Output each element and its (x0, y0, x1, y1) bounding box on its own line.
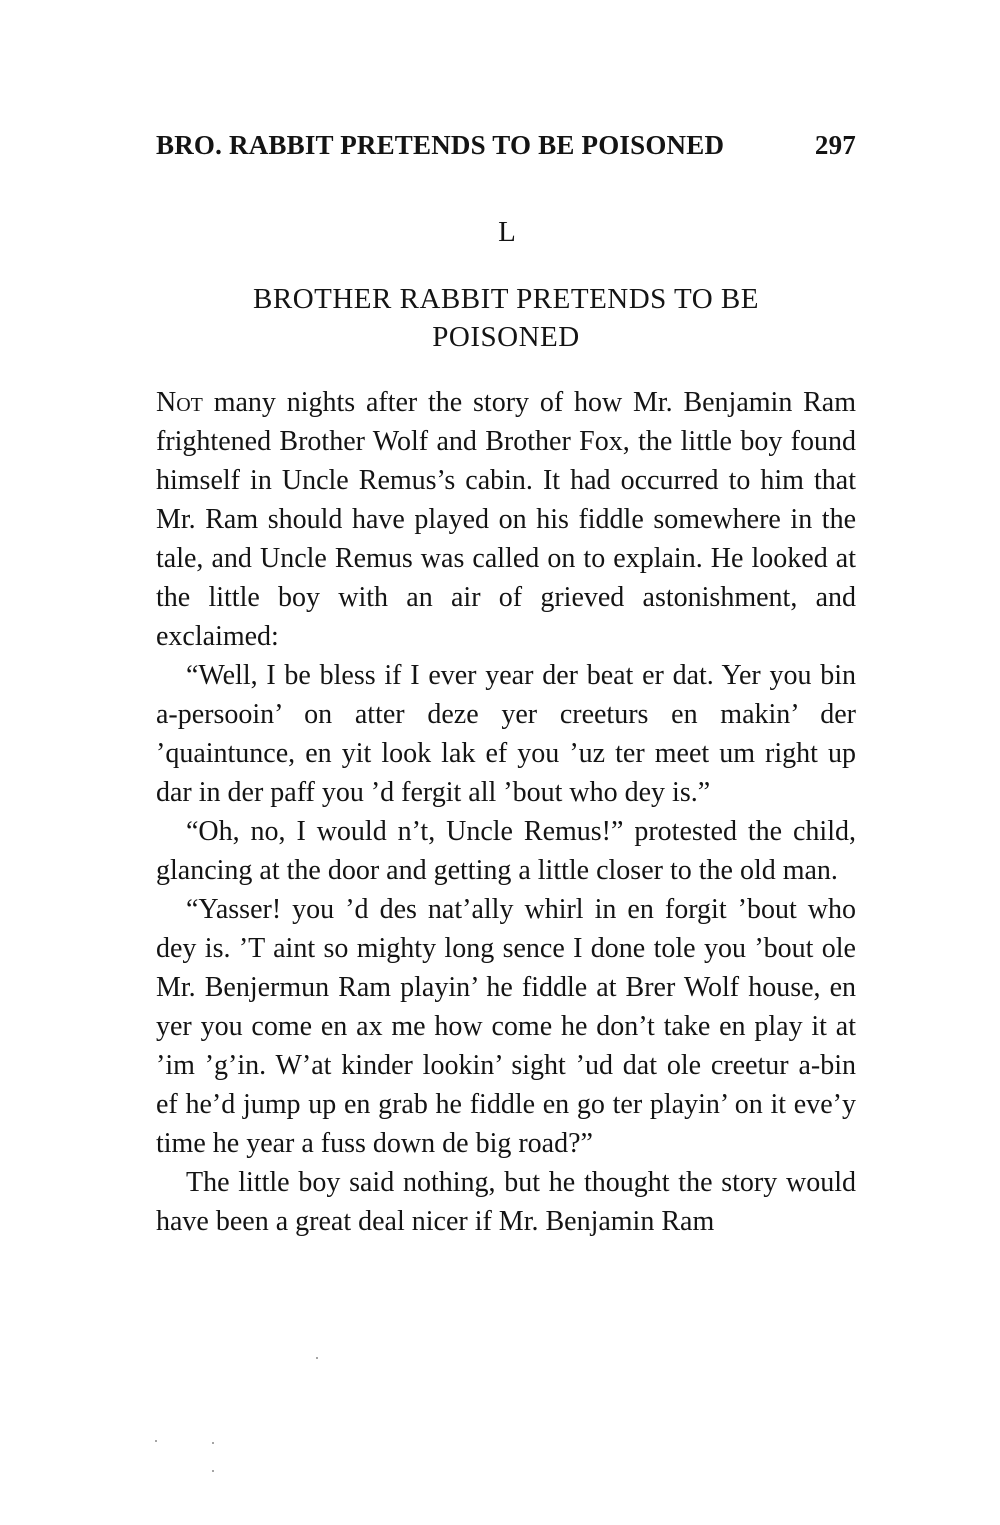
paragraph-4: “Yasser! you ’d des nat’ally whirl in en forgit ’bout who dey is. ’T aint so mighty long sence I done tole you ’bout ole Mr. Benjermun Ram playin’ he fiddle at Brer Wolf house, en yer you come en ax me how come he don’t take en play it at ’im ’g’in. W’at kinder lookin’ sight ’ud dat ole creetur a-bin ef he’d jump up en grab he fiddle en go ter playin’ on it eve’y time he year a fuss down de big road?” (156, 894, 856, 1159)
chapter-title-line-2: POISONED (432, 321, 580, 353)
body-text (156, 383, 856, 1241)
chapter-number: L (498, 216, 516, 248)
paper-speck (212, 1470, 214, 1472)
paragraph-5: The little boy said nothing, but he thought the story would have been a great deal nicer if Mr. Benjamin Ram (156, 1167, 856, 1237)
paragraph-lead-word: Not (156, 387, 203, 418)
paper-speck (212, 1442, 214, 1444)
chapter-title (156, 280, 856, 356)
paragraph-1 (156, 383, 856, 656)
paragraph-2: “Well, I be bless if I ever year der beat er dat. Yer you bin a-persooin’ on atter deze yer creeturs en makin’ der ’quaintunce, en yit look lak ef you ’uz ter meet um right up dar in der paff you ’d fergit all ’bout who dey is.” (156, 660, 856, 808)
page-number: 297 (814, 130, 856, 160)
running-head (156, 130, 856, 170)
paragraph-1-text: many nights after the story of how Mr. Benjamin Ram frightened Brother Wolf and Brother Fox, the little boy found himself in Uncle Remus’s cabin. It had occurred to him that Mr. Ram should have played on his fiddle somewhere in the tale, and Uncle Remus was called on to explain. He looked at the little boy with an air of grieved astonishment, and exclaimed: (156, 387, 856, 652)
chapter-title-line-1: BROTHER RABBIT PRETENDS TO BE (253, 283, 759, 315)
paper-speck (155, 1440, 157, 1442)
paper-speck (316, 1357, 318, 1359)
paragraph-3: “Oh, no, I would n’t, Uncle Remus!” protested the child, glancing at the door and getting a little closer to the old man. (156, 816, 856, 886)
running-head-title: BRO. RABBIT PRETENDS TO BE POISONED (156, 130, 725, 160)
